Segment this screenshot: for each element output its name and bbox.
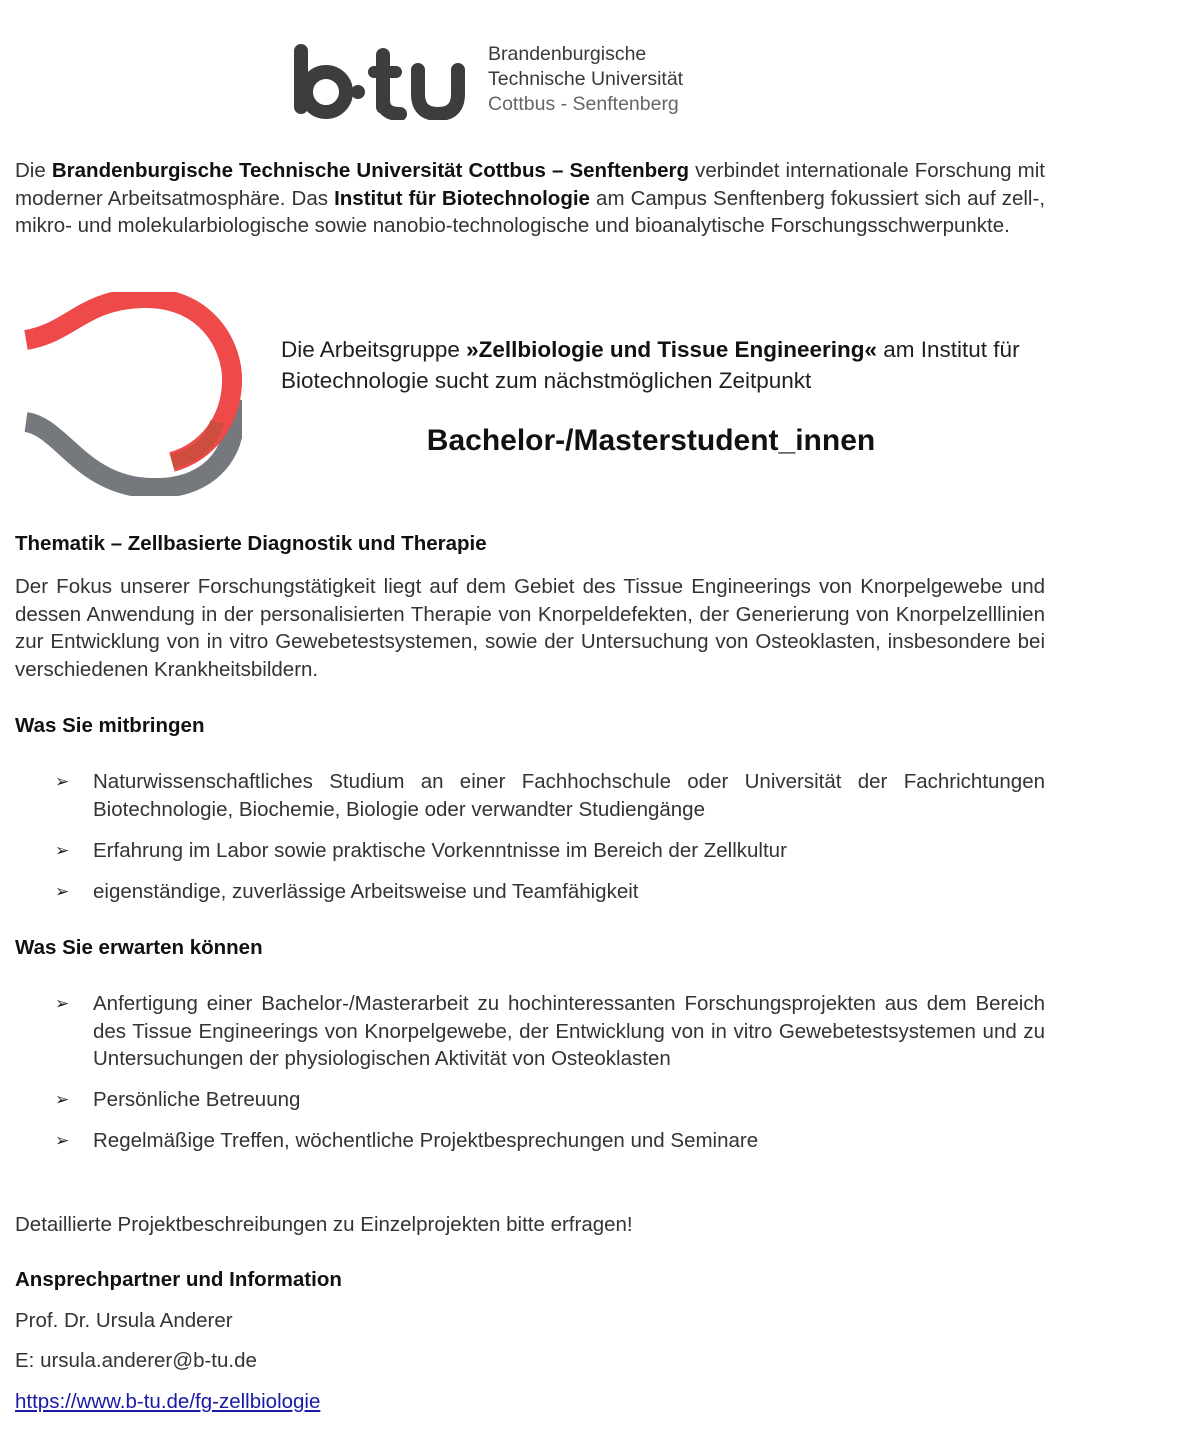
list-item-text: Erfahrung im Labor sowie praktische Vorkenntnisse im Bereich der Zellkultur <box>93 838 787 862</box>
research-group-link[interactable]: https://www.b-tu.de/fg-zellbiologie <box>15 1390 321 1413</box>
benefits-list <box>15 990 1045 1168</box>
list-item-text: Regelmäßige Treffen, wöchentliche Projektbesprechungen und Seminare <box>93 1129 759 1152</box>
intro-text-1: Die <box>15 159 52 182</box>
arrow-bullet-icon: ➢ <box>55 1131 70 1150</box>
requirements-heading: Was Sie mitbringen <box>15 714 205 737</box>
university-logo <box>292 40 712 125</box>
group-name: »Zellbiologie und Tissue Engineering« <box>466 337 878 362</box>
list-item-text: Naturwissenschaftliches Studium an einer Fachhochschule oder Universität der Fachrichtungen Biotechnologie, Biochemie, Biologie oder verwandter Studiengänge <box>93 770 1045 821</box>
list-item <box>15 878 1045 906</box>
arrow-bullet-icon: ➢ <box>55 772 70 791</box>
group-text-2: am Institut für Biotechnologie sucht zum nächstmöglichen Zeitpunkt <box>281 337 1020 393</box>
arrow-bullet-icon: ➢ <box>55 881 70 901</box>
list-item <box>15 1127 1045 1155</box>
arrow-bullet-icon: ➢ <box>55 1090 70 1109</box>
list-item <box>15 1086 1045 1114</box>
logo-line-1: Brandenburgische <box>488 43 647 65</box>
list-item <box>15 990 1045 1073</box>
intro-university-name: Brandenburgische Technische Universität Cottbus – Senftenberg <box>51 159 690 182</box>
contact-name: Prof. Dr. Ursula Anderer <box>15 1309 233 1332</box>
intro-text-2: verbindet internationale Forschung mit moderner Arbeitsatmosphäre. Das <box>15 159 1045 210</box>
list-item <box>15 768 1045 823</box>
logo-line-2: Technische Universität <box>488 68 684 90</box>
group-announcement <box>281 334 1051 396</box>
position-title: Bachelor-/Masterstudent_innen <box>426 424 876 457</box>
thematik-text: Der Fokus unserer Forschungstätigkeit liegt auf dem Gebiet des Tissue Engineerings von Knorpelgewebe und dessen Anwendung in der personalisierten Therapie von Knorpeldefekten, der Generierung von Knorpelzelllinien zur Entwicklung von in vitro Gewebetestsystemen, sowie der Untersuchung von Osteoklasten, insbesondere bei verschiedenen Krankheitsbildern. <box>15 575 1045 681</box>
btu-wordmark-logo <box>292 40 470 120</box>
list-item <box>15 837 1045 865</box>
intro-institute-name: Institut für Biotechnologie <box>334 186 590 210</box>
intro-paragraph <box>15 157 1045 240</box>
curved-ribbon-emblem <box>22 292 242 496</box>
thematik-heading: Thematik – Zellbasierte Diagnostik und Therapie <box>15 532 487 555</box>
arrow-bullet-icon: ➢ <box>55 994 70 1013</box>
logo-line-3: Cottbus - Senftenberg <box>488 93 679 115</box>
list-item-text: Anfertigung einer Bachelor-/Masterarbeit zu hochinteressanten Forschungsprojekten aus dem Bereich des Tissue Engineerings von Knorpelgewebe, der Entwicklung von in vitro Gewebetestsystemen und zu Untersuchungen der physiologischen Aktivität von Osteoklasten <box>93 992 1045 1070</box>
list-item-text: Persönliche Betreuung <box>93 1088 301 1111</box>
list-item-text: eigenständige, zuverlässige Arbeitsweise und Teamfähigkeit <box>93 879 639 903</box>
arrow-bullet-icon: ➢ <box>55 840 70 860</box>
benefits-heading: Was Sie erwarten können <box>15 936 263 959</box>
details-note: Detaillierte Projektbeschreibungen zu Einzelprojekten bitte erfragen! <box>15 1213 633 1236</box>
intro-text-3: am Campus Senftenberg fokussiert sich auf zell-, mikro- und molekularbiologische sowie nanobio-technologische und bioanalytische Forschungsschwerpunkte. <box>15 186 1046 237</box>
logo-text <box>488 42 683 117</box>
contact-heading: Ansprechpartner und Information <box>15 1268 342 1291</box>
group-text-1: Die Arbeitsgruppe <box>281 337 467 362</box>
requirements-list <box>15 768 1045 919</box>
contact-email: E: ursula.anderer@b-tu.de <box>15 1349 257 1372</box>
